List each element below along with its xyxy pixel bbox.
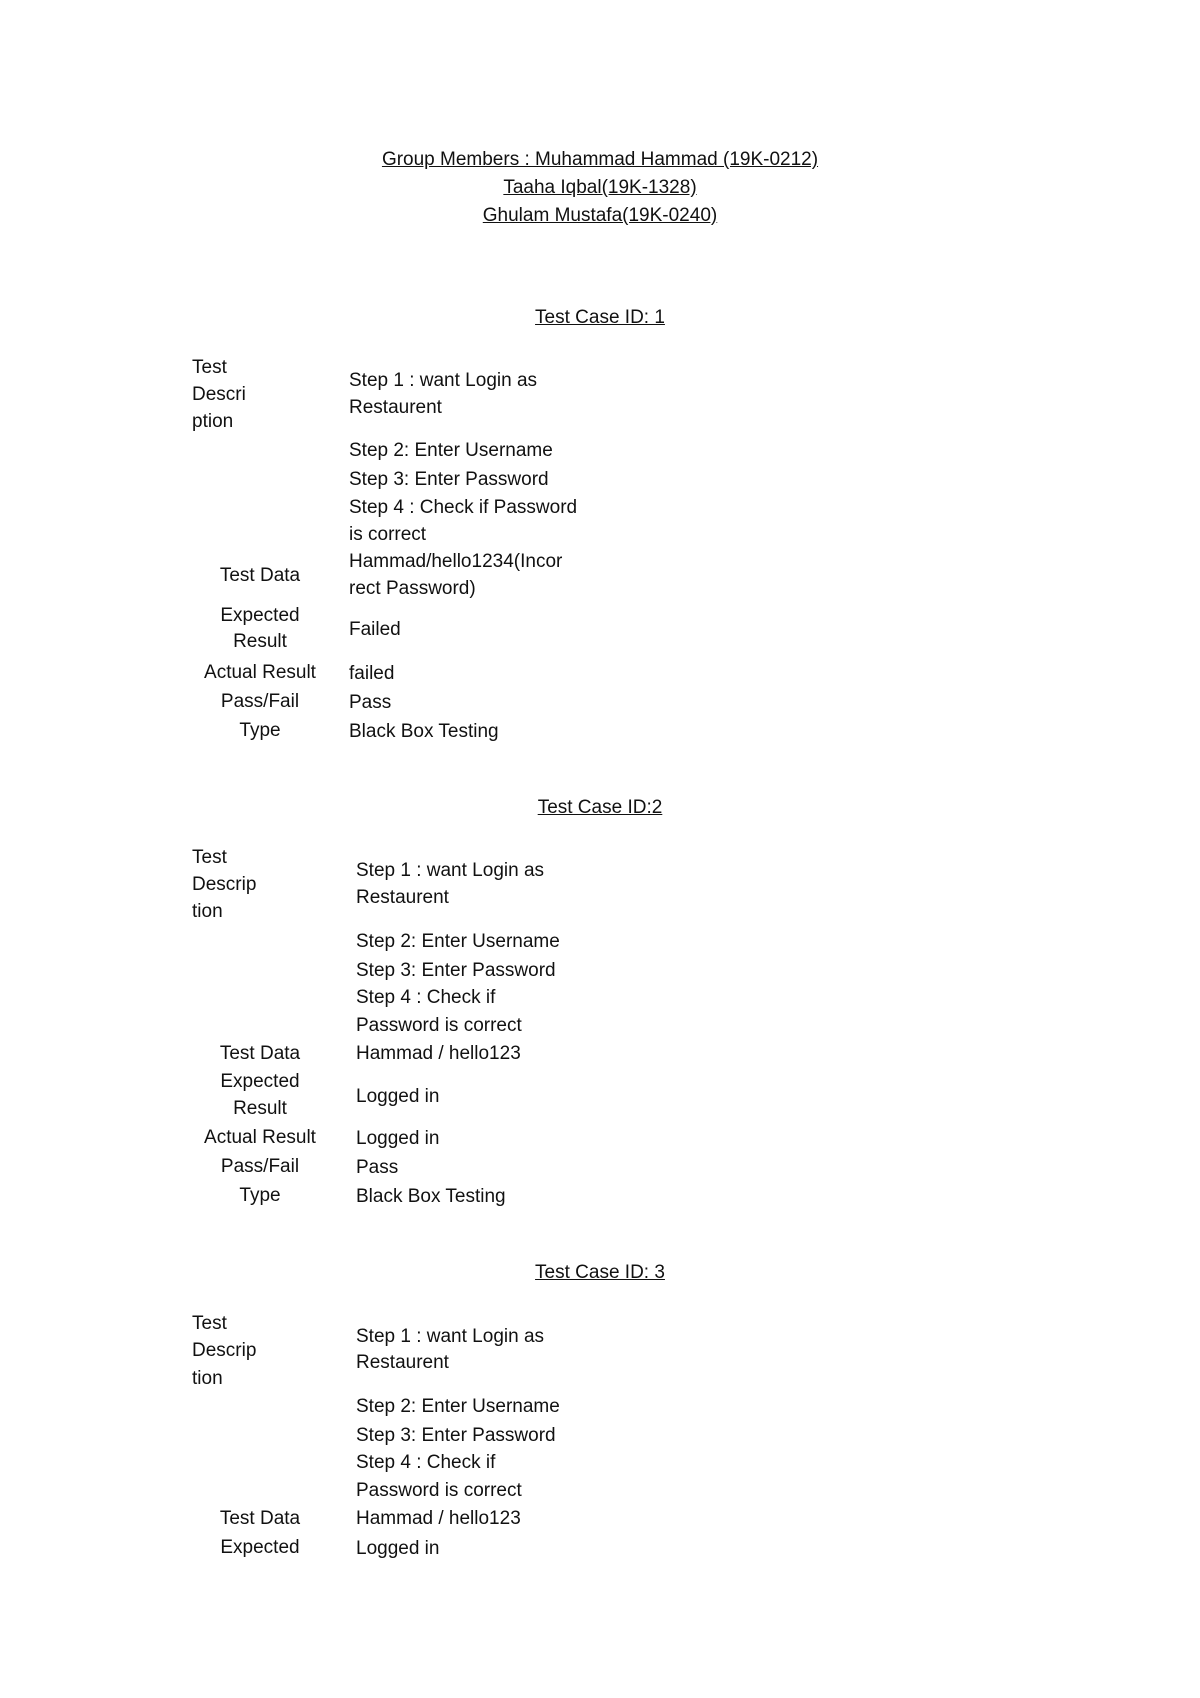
case1-pass-fail-value: Pass: [349, 692, 392, 713]
case2-test-data: Hammad / hello123: [356, 1043, 521, 1064]
case2-step3: Step 3: Enter Password: [356, 960, 556, 981]
case1-test-data-line2: rect Password): [349, 578, 476, 599]
case1-step3: Step 3: Enter Password: [349, 469, 549, 490]
case2-step1-line2: Restaurent: [356, 887, 449, 908]
label-test-data-1: Test Data: [219, 565, 301, 586]
case3-step1-line2: Restaurent: [356, 1352, 449, 1373]
case2-actual-value: Logged in: [356, 1128, 440, 1149]
case2-step4-line2: Password is correct: [356, 1015, 522, 1036]
case1-step4-line2: is correct: [349, 524, 427, 545]
label-test-description-1a: Test: [192, 357, 227, 378]
label-expected-2a: Expected: [220, 1071, 300, 1092]
case1-step2: Step 2: Enter Username: [349, 440, 553, 461]
case2-step1-line1: Step 1 : want Login as: [356, 860, 545, 881]
case2-pass-fail-value: Pass: [356, 1157, 399, 1178]
label-test-data-2: Test Data: [219, 1043, 301, 1064]
case1-step1-line2: Restaurent: [349, 397, 442, 418]
label-test-description-3b: Descrip: [192, 1340, 257, 1361]
group-members-header: [0, 146, 1200, 230]
case3-step3: Step 3: Enter Password: [356, 1425, 556, 1446]
label-test-description-1c: ption: [192, 411, 234, 432]
case1-test-data-line1: Hammad/hello1234(Incor: [349, 551, 563, 572]
case1-expected-value: Failed: [349, 619, 401, 640]
header-line-3: Ghulam Mustafa(19K-0240): [482, 205, 718, 226]
header-line-2: Taaha Iqbal(19K-1328): [503, 177, 697, 198]
label-expected-2b: Result: [233, 1098, 287, 1119]
case1-type-value: Black Box Testing: [349, 721, 499, 742]
case1-step1-line1: Step 1 : want Login as: [349, 370, 538, 391]
header-line-1: Group Members : Muhammad Hammad (19K-0212): [381, 149, 819, 170]
label-actual-2: Actual Result: [204, 1127, 316, 1148]
case3-expected-value: Logged in: [356, 1538, 440, 1559]
case3-test-data: Hammad / hello123: [356, 1508, 521, 1529]
case3-step4-line2: Password is correct: [356, 1480, 522, 1501]
label-test-data-3: Test Data: [219, 1508, 301, 1529]
label-pass-fail-1: Pass/Fail: [220, 691, 300, 712]
label-expected-3: Expected: [220, 1537, 300, 1558]
case1-actual-value: failed: [349, 663, 395, 684]
label-test-description-3c: tion: [192, 1368, 223, 1389]
label-test-description-2b: Descrip: [192, 874, 257, 895]
case2-expected-value: Logged in: [356, 1086, 440, 1107]
test-case-2-title: Test Case ID:2: [537, 797, 663, 818]
label-expected-1b: Result: [233, 631, 287, 652]
label-type-2: Type: [239, 1185, 281, 1206]
label-test-description-2a: Test: [192, 847, 227, 868]
label-type-1: Type: [239, 720, 281, 741]
label-test-description-1b: Descri: [192, 384, 246, 405]
test-case-3-title: Test Case ID: 3: [535, 1262, 665, 1283]
case3-step1-line1: Step 1 : want Login as: [356, 1326, 545, 1347]
test-case-1-title: Test Case ID: 1: [535, 307, 665, 328]
case2-type-value: Black Box Testing: [356, 1186, 506, 1207]
case3-step4-line1: Step 4 : Check if: [356, 1452, 496, 1473]
label-expected-1a: Expected: [220, 605, 300, 626]
label-test-description-2c: tion: [192, 901, 223, 922]
label-actual-1: Actual Result: [204, 662, 316, 683]
label-pass-fail-2: Pass/Fail: [220, 1156, 300, 1177]
label-test-description-3a: Test: [192, 1313, 227, 1334]
case3-step2: Step 2: Enter Username: [356, 1396, 560, 1417]
case2-step2: Step 2: Enter Username: [356, 931, 560, 952]
case2-step4-line1: Step 4 : Check if: [356, 987, 496, 1008]
case1-step4-line1: Step 4 : Check if Password: [349, 497, 578, 518]
